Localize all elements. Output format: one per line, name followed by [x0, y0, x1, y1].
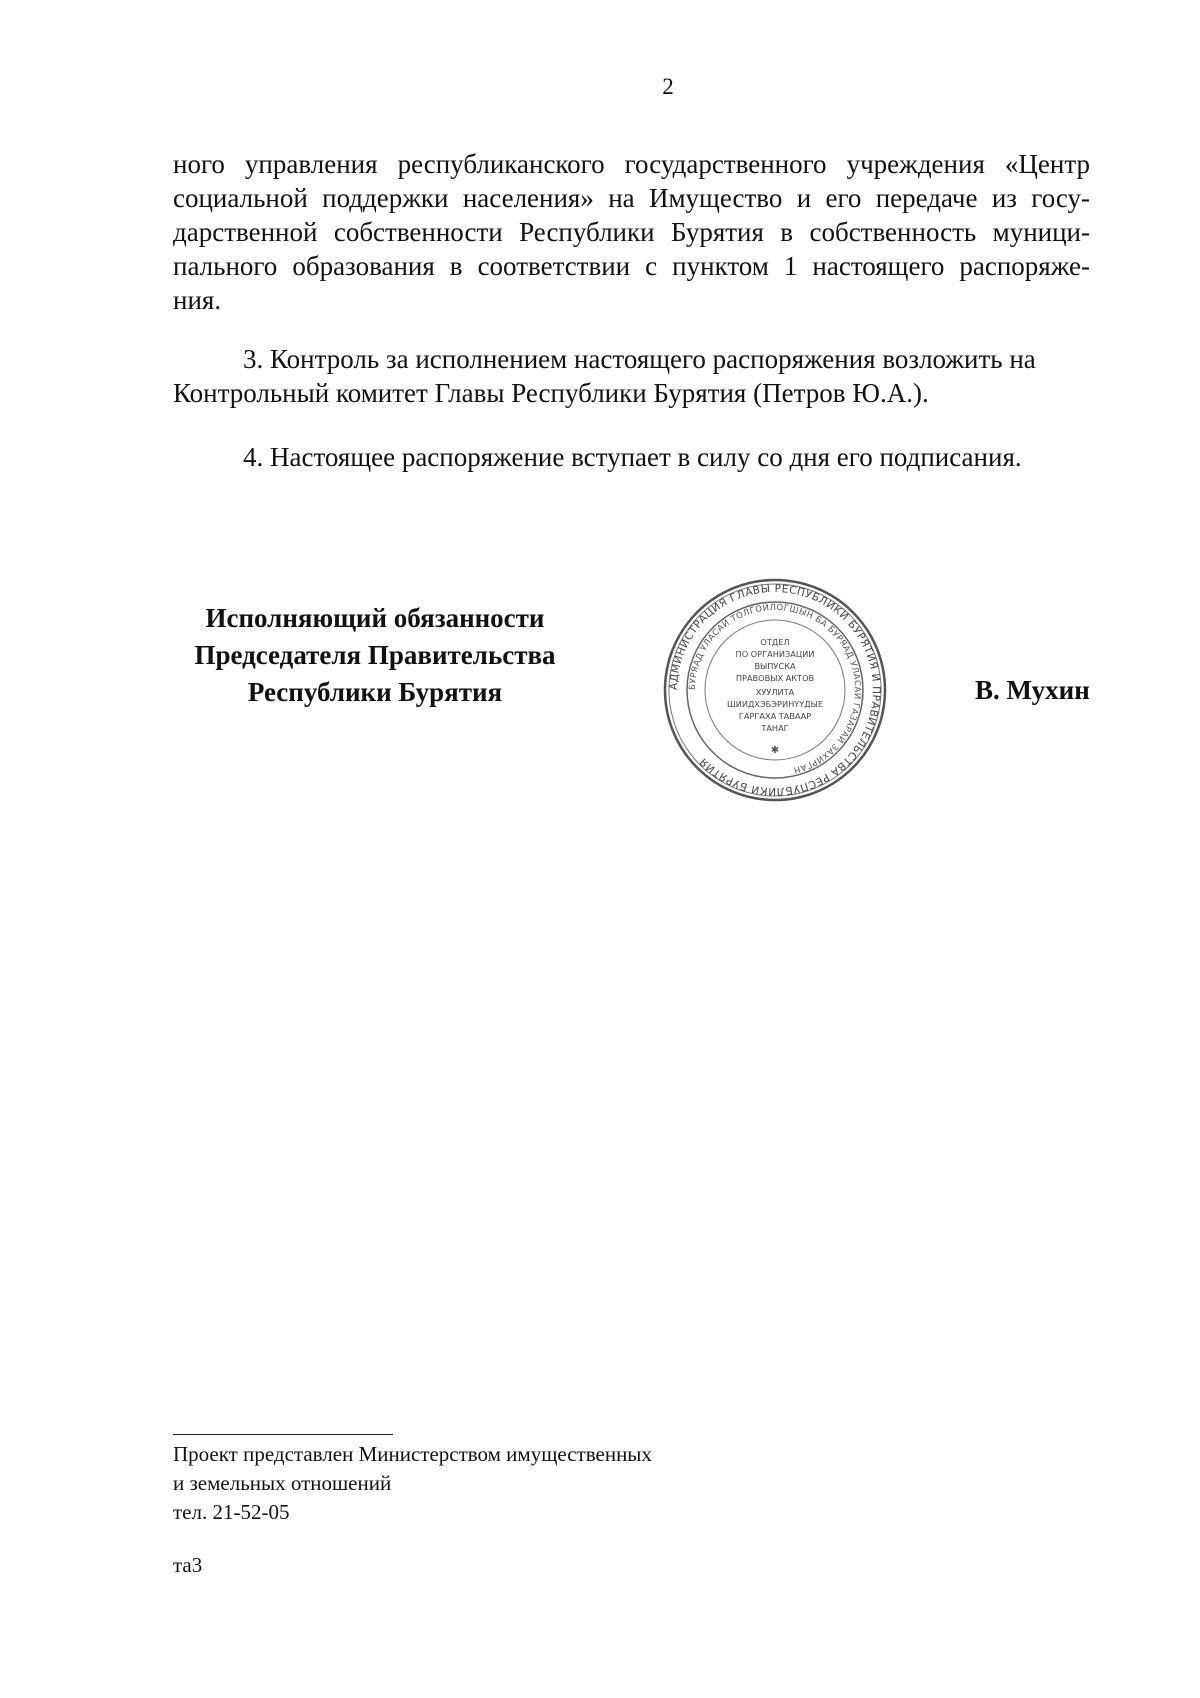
seal-center-line: ХУУЛИТА [755, 687, 795, 697]
paragraph-line: дарственной собственности Республики Бурятия в собственность муници- [173, 217, 1090, 247]
seal-center-line: ПО ОРГАНИЗАЦИИ [735, 649, 815, 659]
seal-star-icon: ✱ [770, 745, 780, 756]
seal-center-line: ГАРГАХА ТАВААР [738, 711, 812, 721]
document-code: та3 [173, 1553, 203, 1577]
item-3-paragraph [173, 342, 1090, 410]
seal-center-line: ТАНАГ [761, 723, 789, 733]
item-4-paragraph: 4. Настоящее распоряжение вступает в силу со дня его подписания. [243, 442, 1022, 472]
seal-center-line: ШИИДХЭБЭРИНҮҮДЫЕ [726, 699, 824, 709]
seal-center-line: ОТДЕЛ [760, 637, 790, 647]
paragraph-line: пального образования в соответствии с пунктом 1 настоящего распоряже- [173, 251, 1090, 281]
official-seal [660, 575, 890, 805]
footnote [173, 1440, 652, 1527]
paragraph-continuation [173, 147, 1090, 317]
footnote-line: Проект представлен Министерством имущественных [173, 1442, 652, 1466]
signatory-title-line: Республики Бурятия [247, 677, 503, 707]
footnote-line: тел. 21-52-05 [173, 1500, 290, 1524]
paragraph-line: социальной поддержки населения» на Имущество и его передаче из госу- [173, 183, 1090, 213]
paragraph-line: ного управления республиканского государственного учреждения «Центр [173, 149, 1090, 179]
signatory-title-line: Председателя Правительства [194, 640, 556, 670]
signatory-name: В. Мухин [975, 675, 1090, 705]
signatory-title-line: Исполняющий обязанности [205, 603, 545, 633]
seal-inner-text: БУРЯАД УЛАСАЙ ТОЛГОЙЛОГШЫН БА БУРЯАД УЛАСАЙ ГАЗАРАЙ ЗАХИРГАН [687, 602, 863, 775]
footnote-divider [173, 1434, 393, 1435]
seal-center-line: ВЫПУСКА [754, 661, 796, 671]
seal-outer-text: АДМИНИСТРАЦИЯ ГЛАВЫ РЕСПУБЛИКИ БУРЯТИЯ И ПРАВИТЕЛЬСТВА РЕСПУБЛИКИ БУРЯТИЯ [667, 582, 883, 798]
paragraph-line: ния. [173, 285, 222, 315]
footnote-line: и земельных отношений [173, 1471, 392, 1495]
item-3-line-2: Контрольный комитет Главы Республики Бурятия (Петров Ю.А.). [173, 378, 929, 408]
item-3-line-1: 3. Контроль за исполнением настоящего распоряжения возложить на [243, 344, 1036, 374]
page-number: 2 [662, 74, 674, 99]
seal-center-line: ПРАВОВЫХ АКТОВ [735, 673, 815, 683]
signatory-title [170, 600, 580, 711]
